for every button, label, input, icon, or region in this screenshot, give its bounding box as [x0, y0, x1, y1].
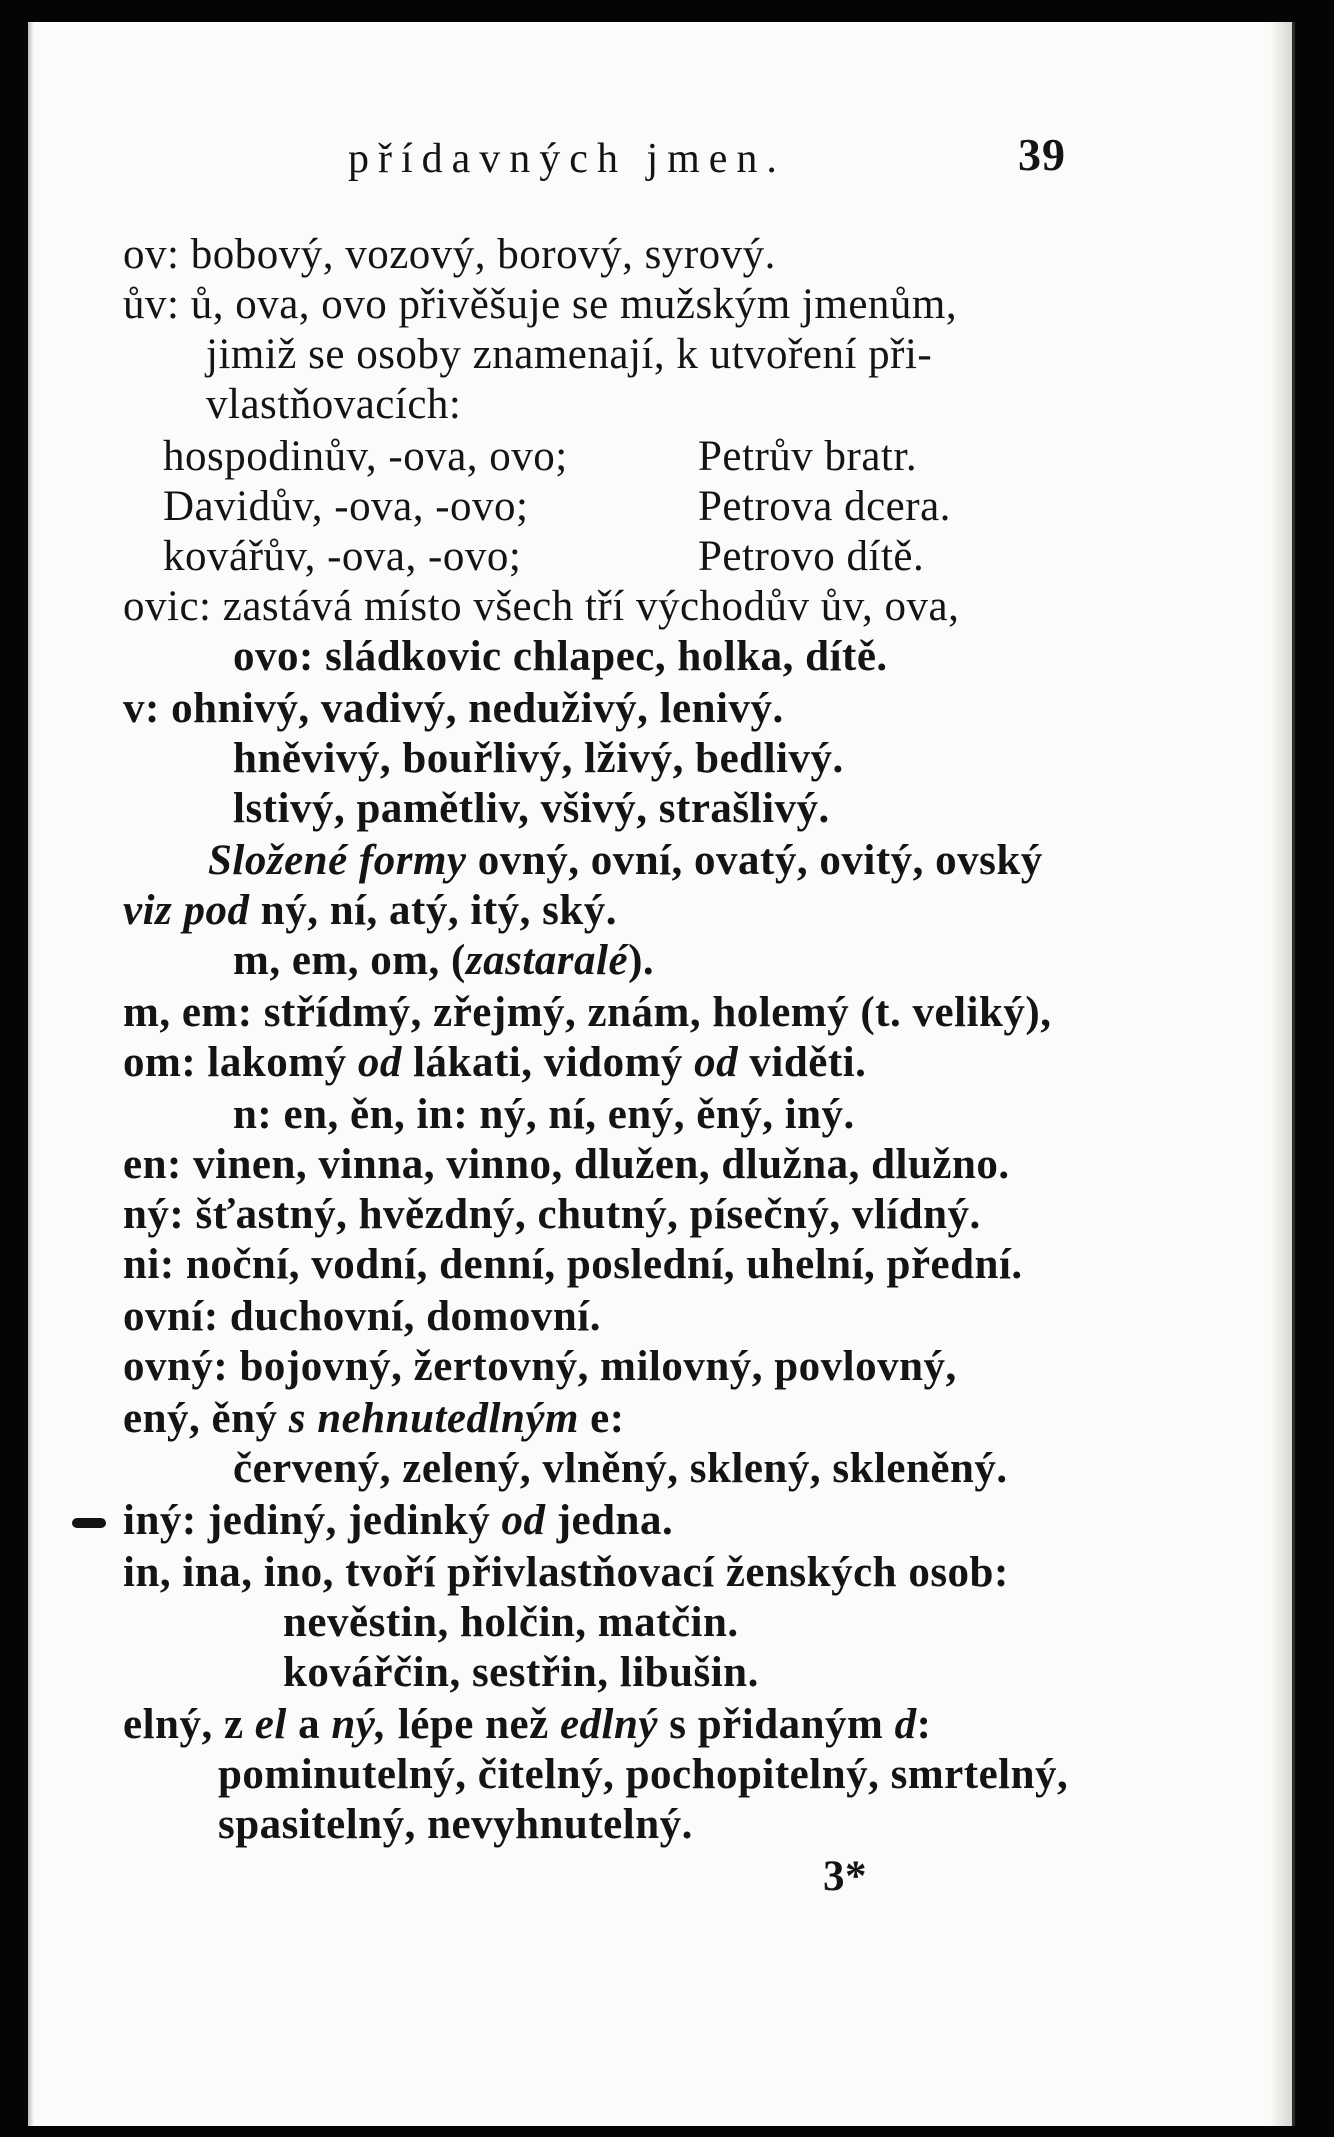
line-text: ný: šťastný, hvězdný, chutný, písečný, vlídný.	[123, 1191, 981, 1238]
line-text: elný, z	[123, 1701, 255, 1748]
line-text: červený, zelený, vlněný, sklený, skleněný.	[233, 1445, 1008, 1492]
line-text: in, ina, ino, tvoří přivlastňovací ženských osob:	[123, 1549, 1009, 1596]
line-text: kovářův, -ova, -ovo;	[163, 533, 522, 580]
text-line	[123, 1700, 931, 1750]
line-text: Petrova dcera.	[698, 483, 951, 530]
text-line	[123, 1496, 673, 1546]
italic-text: ný,	[331, 1701, 387, 1748]
italic-text: zastaralé	[465, 937, 629, 984]
line-text: en: vinen, vinna, vinno, dlužen, dlužna, dlužno.	[123, 1141, 1010, 1188]
text-line	[123, 1140, 1010, 1190]
line-text: ův: ů, ova, ovo přivěšuje se mužským jmenům,	[123, 281, 958, 328]
text-line	[233, 632, 888, 682]
italic-text: edlný	[559, 1701, 659, 1748]
line-text: jimiž se osoby znamenají, k utvoření při-	[206, 331, 933, 378]
text-line	[123, 988, 1051, 1038]
line-text: lstivý, pamětliv, všivý, strašlivý.	[233, 785, 830, 832]
italic-text: viz pod	[123, 887, 250, 934]
line-text: :	[916, 1701, 932, 1748]
text-line	[233, 734, 844, 784]
text-line	[218, 1800, 693, 1850]
line-text: spasitelný, nevyhnutelný.	[218, 1801, 693, 1848]
text-line	[163, 532, 521, 582]
line-text: om: lakomý	[123, 1039, 358, 1086]
line-text: hospodinův, -ova, ovo;	[163, 433, 568, 480]
line-text: ovný, ovní, ovatý, ovitý, ovský	[466, 837, 1043, 884]
text-line	[698, 532, 924, 582]
text-line	[123, 1038, 866, 1088]
text-line	[233, 784, 830, 834]
text-line	[123, 1240, 1023, 1290]
text-line	[123, 684, 784, 734]
italic-text: od	[694, 1039, 739, 1086]
spine-shadow	[28, 22, 34, 2126]
line-text: ovný: bojovný, žertovný, milovný, povlovný,	[123, 1343, 957, 1390]
text-line	[123, 886, 617, 936]
line-text: ovní: duchovní, domovní.	[123, 1293, 601, 1340]
line-text: iný: jediný, jedinký	[123, 1497, 502, 1544]
italic-text: od	[357, 1039, 402, 1086]
line-text: lákati, vidomý	[401, 1039, 695, 1086]
margin-ink-mark	[72, 1518, 106, 1528]
page-number: 39	[1018, 129, 1066, 180]
line-text: Petrův bratr.	[698, 433, 918, 480]
text-line	[123, 582, 959, 632]
line-text: jedna.	[545, 1497, 674, 1544]
running-title: přídavných jmen.	[348, 136, 786, 182]
line-text: ov: bobový, vozový, borový, syrový.	[123, 231, 776, 278]
line-text: ).	[628, 937, 655, 984]
line-text: hněvivý, bouřlivý, lživý, bedlivý.	[233, 735, 844, 782]
line-text: Davidův, -ova, -ovo;	[163, 483, 529, 530]
italic-text: Složené formy	[208, 837, 467, 884]
italic-text: d	[894, 1701, 917, 1748]
line-text: Petrovo dítě.	[698, 533, 925, 580]
italic-text: od	[501, 1497, 546, 1544]
line-text: m, em: střídmý, zřejmý, znám, holemý (t. veliký),	[123, 989, 1052, 1036]
line-text: kovářčin, sestřin, libušin.	[283, 1649, 759, 1696]
text-line	[698, 482, 951, 532]
line-text: ovic: zastává místo všech tří východův ův, ova,	[123, 583, 960, 630]
text-line	[208, 836, 1043, 886]
line-text: e:	[578, 1395, 625, 1442]
text-line	[123, 1292, 601, 1342]
line-text: ovo: sládkovic chlapec, holka, dítě.	[233, 633, 888, 680]
line-text: ený, ěný	[123, 1395, 289, 1442]
text-line	[163, 482, 528, 532]
line-text: n: en, ěn, in: ný, ní, ený, ěný, iný.	[233, 1091, 855, 1138]
line-text: s přidaným	[658, 1701, 895, 1748]
text-line	[123, 1342, 957, 1392]
line-text: a	[286, 1701, 332, 1748]
text-line	[206, 380, 461, 430]
line-text: vlastňovacích:	[206, 381, 462, 428]
text-line	[206, 330, 932, 380]
text-line	[123, 280, 957, 330]
text-line	[123, 1394, 625, 1444]
text-line	[123, 1190, 981, 1240]
text-line	[233, 1090, 855, 1140]
page-edge-shadow	[1270, 22, 1292, 2126]
line-text: nevěstin, holčin, matčin.	[283, 1599, 739, 1646]
line-text: ni: noční, vodní, denní, poslední, uhelní, přední.	[123, 1241, 1023, 1288]
italic-text: s nehnutedlným	[288, 1395, 579, 1442]
text-line	[218, 1750, 1068, 1800]
line-text: v: ohnivý, vadivý, neduživý, lenivý.	[123, 685, 784, 732]
line-text: viděti.	[738, 1039, 867, 1086]
italic-text: el	[254, 1701, 287, 1748]
text-line	[283, 1648, 759, 1698]
text-line	[123, 230, 776, 280]
text-line	[163, 432, 568, 482]
text-line	[698, 432, 917, 482]
text-line	[283, 1598, 739, 1648]
line-text: ný, ní, atý, itý, ský.	[249, 887, 618, 934]
signature-mark: 3*	[823, 1853, 867, 1900]
text-line	[123, 1548, 1009, 1598]
line-text: pominutelný, čitelný, pochopitelný, smrtelný,	[218, 1751, 1069, 1798]
line-text: m, em, om, (	[233, 937, 466, 984]
line-text: lépe než	[386, 1701, 560, 1748]
text-line	[233, 936, 654, 986]
text-line	[233, 1444, 1008, 1494]
book-page	[28, 22, 1295, 2126]
